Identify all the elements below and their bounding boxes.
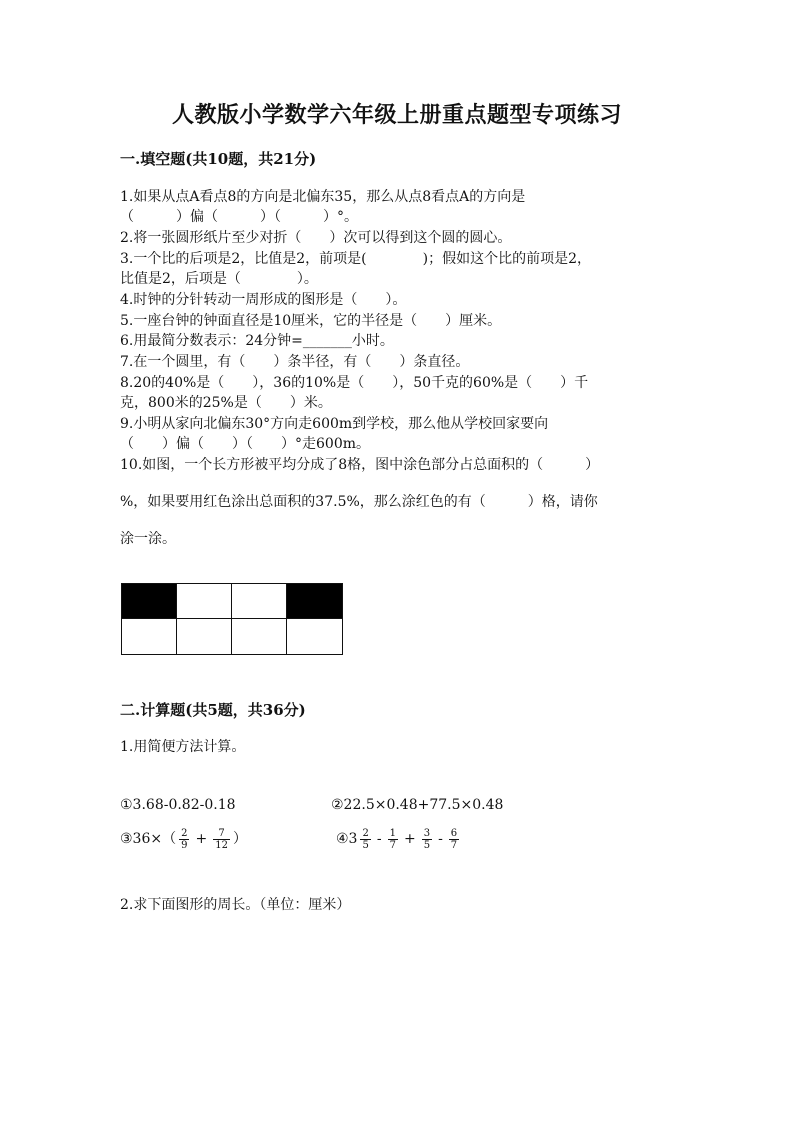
grid-cell[interactable] bbox=[287, 584, 342, 619]
question-9-line-1: 9.小明从家向北偏东30°方向走600m到学校，那么他从学校回家要向 bbox=[120, 416, 549, 432]
question-8-line-1: 8.20的40%是（ ），36的10%是（ ），50千克的60%是（ ）千 bbox=[120, 375, 589, 391]
grid-cell[interactable] bbox=[232, 619, 287, 654]
expression-2: ②22.5×0.48+77.5×0.48 bbox=[331, 797, 504, 813]
question-7: 7.在一个圆里，有（ ）条半径，有（ ）条直径。 bbox=[120, 354, 470, 370]
numerator: 1 bbox=[389, 827, 396, 839]
minus-sign: - bbox=[438, 831, 443, 847]
fraction bbox=[388, 828, 398, 851]
section-heading-calculation: 二.计算题(共5题，共36分) bbox=[120, 701, 306, 719]
question-3-line-2: 比值是2，后项是（ ）。 bbox=[120, 271, 318, 287]
question-10-line-1: 10.如图，一个长方形被平均分成了8格，图中涂色部分占总面积的（ ） bbox=[120, 457, 600, 473]
expression-4 bbox=[336, 826, 462, 852]
grid-cell[interactable] bbox=[177, 619, 232, 654]
question-10-line-2: %，如果要用红色涂出总面积的37.5%，那么涂红色的有（ ）格，请你 bbox=[120, 494, 598, 510]
grid-cell[interactable] bbox=[177, 584, 232, 619]
expression-3 bbox=[120, 826, 247, 852]
question-5: 5.一座台钟的钟面直径是10厘米，它的半径是（ ）厘米。 bbox=[120, 313, 502, 329]
expr3-prefix: ③36×（ bbox=[120, 831, 177, 847]
grid-cell[interactable] bbox=[122, 584, 177, 619]
numerator: 2 bbox=[181, 827, 188, 839]
fraction bbox=[360, 828, 370, 851]
fraction bbox=[179, 828, 189, 851]
question-3-line-1: 3.一个比的后项是2，比值是2，前项是( )；假如这个比的前项是2， bbox=[120, 251, 592, 267]
expr4-prefix: ④3 bbox=[336, 831, 358, 847]
question-1-line-2: （ ）偏（ ）（ ）°。 bbox=[120, 209, 358, 225]
page-title: 人教版小学数学六年级上册重点题型专项练习 bbox=[171, 102, 622, 128]
rectangle-grid-8-cells bbox=[121, 583, 343, 655]
question-9-line-2: （ ）偏（ ）（ ）°走600m。 bbox=[120, 436, 370, 452]
fraction bbox=[422, 828, 432, 851]
question-8-line-2: 克，800米的25%是（ ）米。 bbox=[120, 395, 332, 411]
numerator: 7 bbox=[213, 828, 230, 840]
numerator: 3 bbox=[423, 827, 431, 839]
minus-sign: - bbox=[376, 831, 382, 847]
denominator: 12 bbox=[215, 839, 228, 851]
plus-sign: + bbox=[195, 831, 208, 847]
denominator: 5 bbox=[362, 839, 369, 851]
denominator: 9 bbox=[181, 839, 188, 851]
denominator: 7 bbox=[389, 839, 396, 851]
numerator: 2 bbox=[362, 827, 369, 839]
numerator: 6 bbox=[450, 827, 458, 839]
grid-cell[interactable] bbox=[232, 584, 287, 619]
question-4: 4.时钟的分针转动一周形成的图形是（ ）。 bbox=[120, 292, 407, 308]
question-6: 6.用最简分数表示：24分钟=_______小时。 bbox=[120, 333, 394, 349]
grid-cell[interactable] bbox=[287, 619, 342, 654]
calc-question-1: 1.用简便方法计算。 bbox=[120, 739, 246, 755]
fraction bbox=[213, 828, 230, 851]
expression-1: ①3.68-0.82-0.18 bbox=[120, 797, 236, 813]
expr3-suffix: ） bbox=[232, 831, 247, 847]
question-10-line-3: 涂一涂。 bbox=[120, 531, 176, 547]
question-2: 2.将一张圆形纸片至少对折（ ）次可以得到这个圆的圆心。 bbox=[120, 230, 512, 246]
fraction bbox=[449, 828, 459, 851]
section-heading-fill-blanks: 一.填空题(共10题，共21分) bbox=[120, 150, 317, 168]
denominator: 5 bbox=[423, 839, 431, 851]
calc-question-2: 2.求下面图形的周长。（单位：厘米） bbox=[120, 897, 351, 913]
denominator: 7 bbox=[450, 839, 458, 851]
grid-cell[interactable] bbox=[122, 619, 177, 654]
plus-sign: + bbox=[403, 831, 416, 847]
question-1-line-1: 1.如果从点A看点8的方向是北偏东35，那么从点8看点A的方向是 bbox=[120, 189, 526, 205]
